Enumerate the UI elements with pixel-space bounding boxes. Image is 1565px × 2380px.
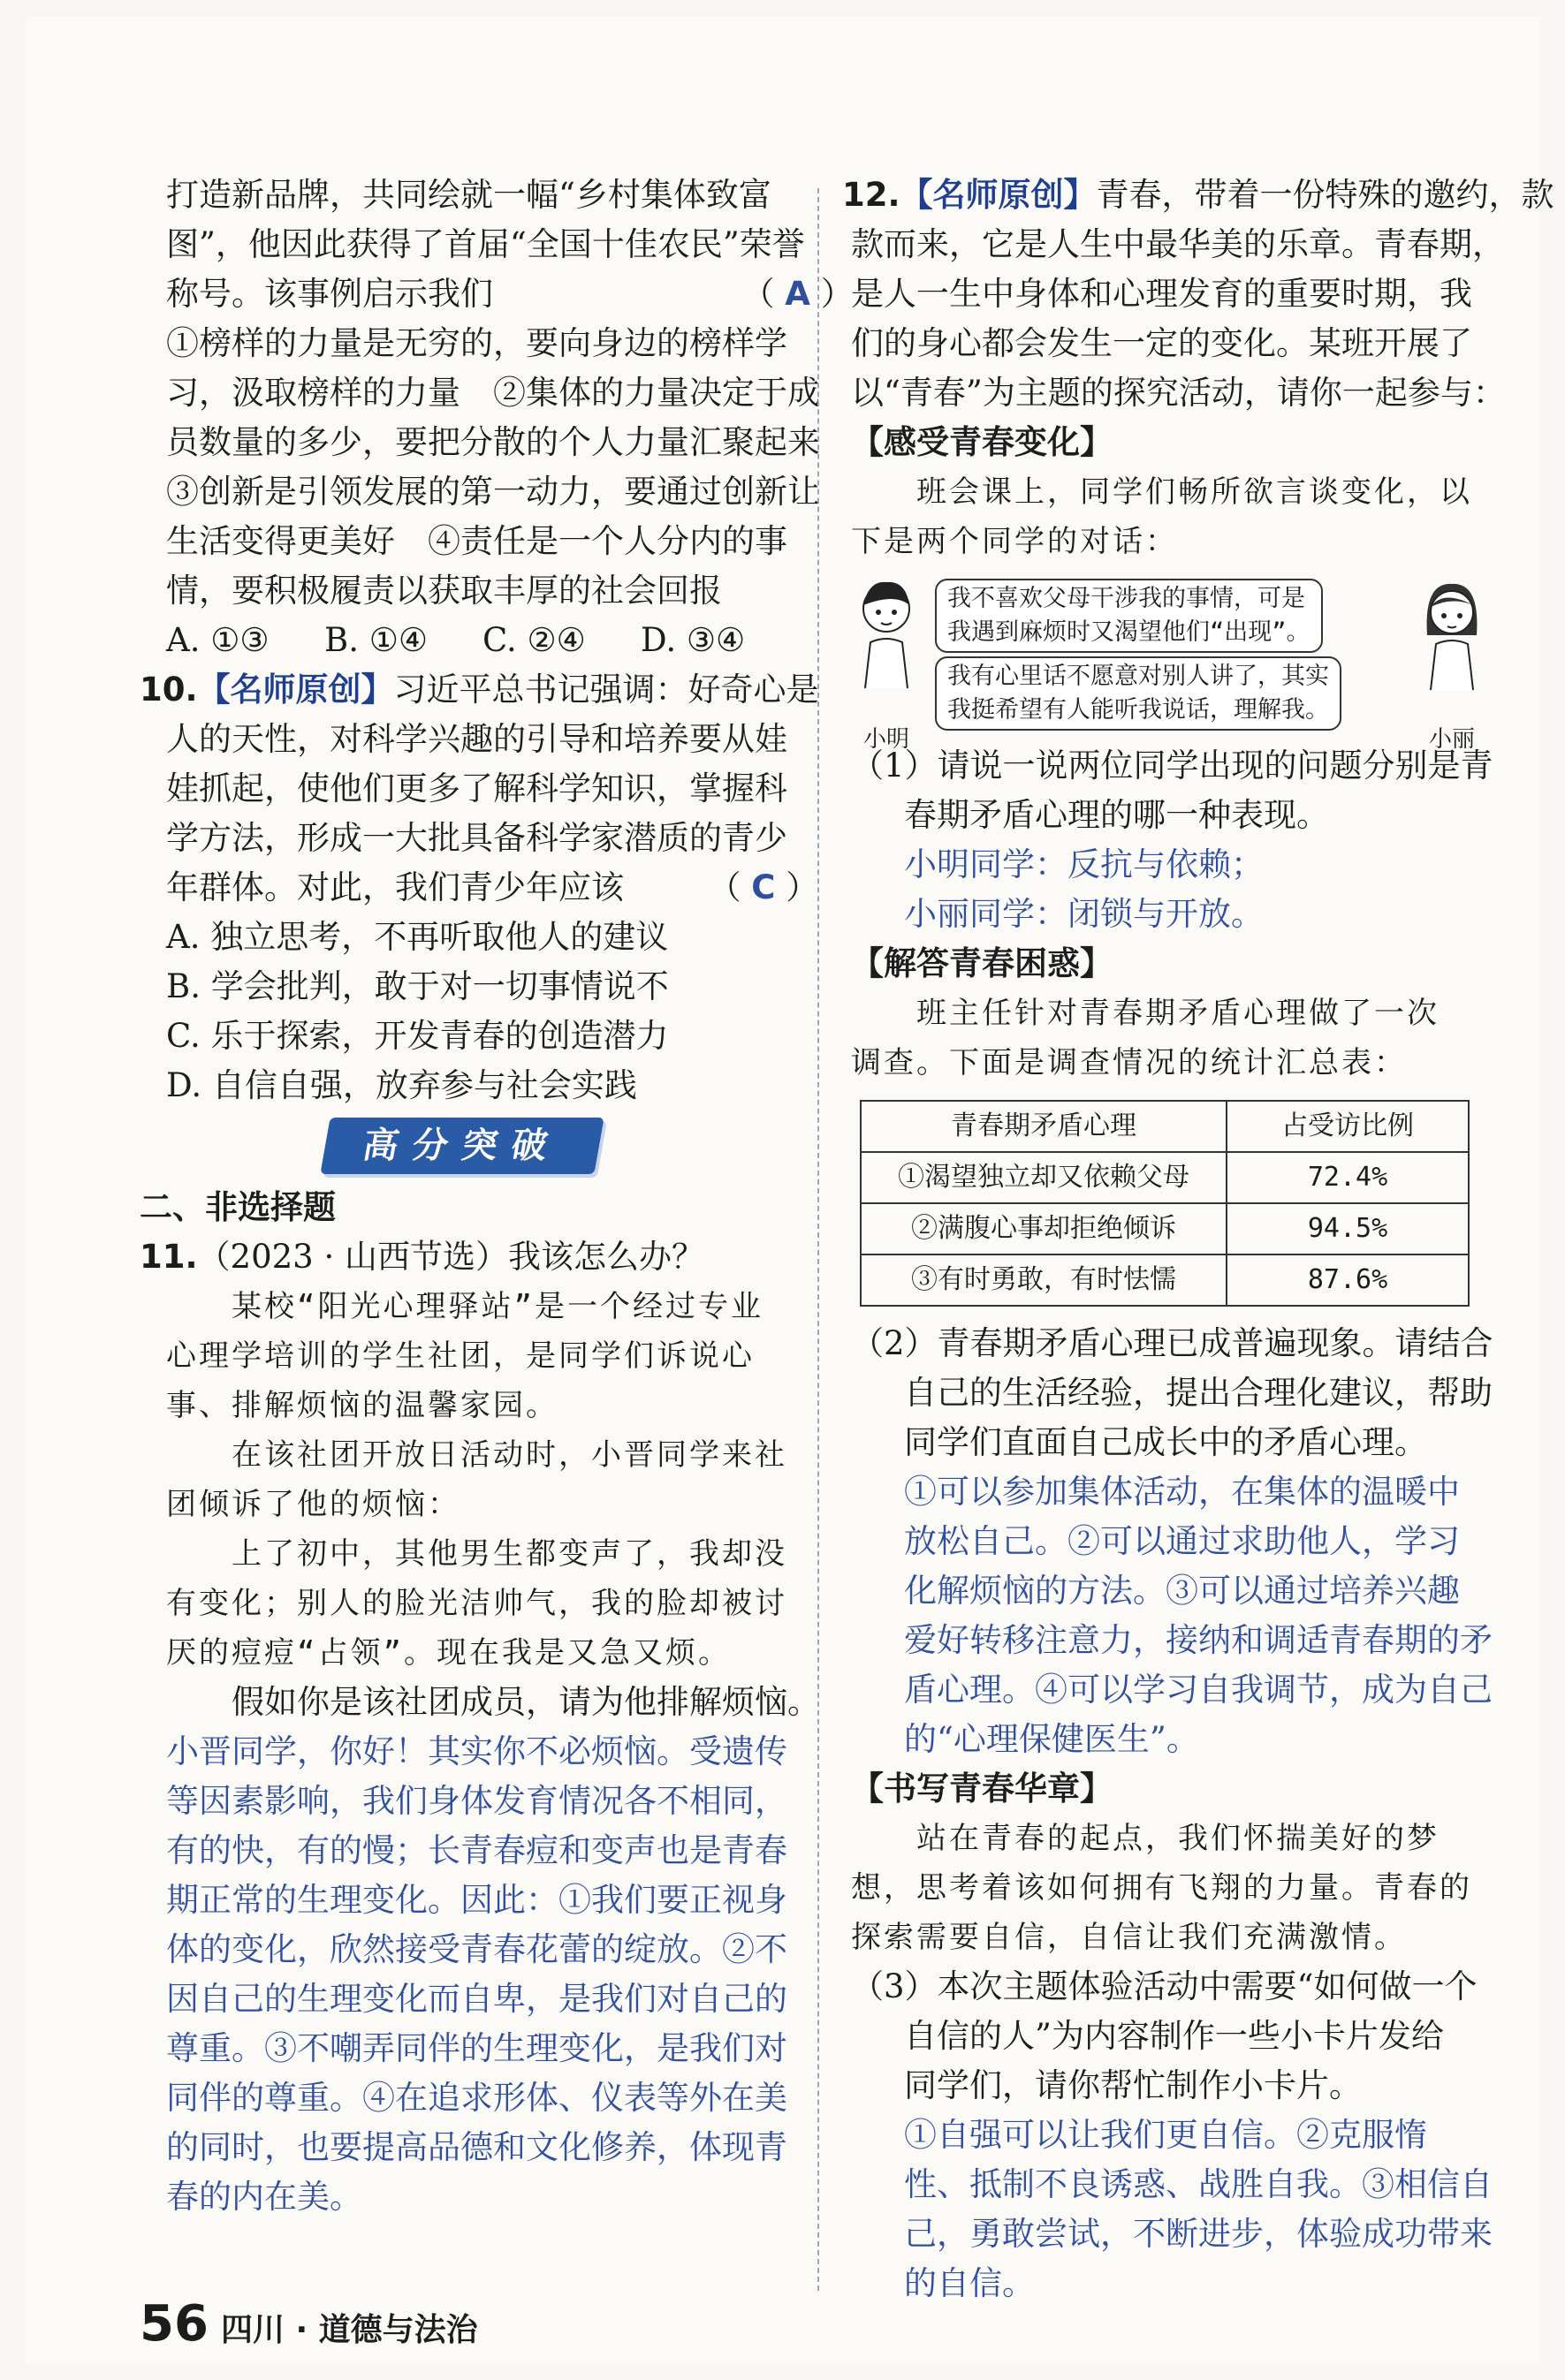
q10-tag: 【名师原创】 [197, 671, 394, 709]
q11-number: 11. [140, 1238, 198, 1276]
part3-answer [851, 2111, 1496, 2308]
q12-line: 以“青春”为主题的探究活动，请你一起参与： [851, 374, 1506, 412]
q9-option-c: C. ②④ [482, 621, 586, 659]
speech-bubble-xiaoli [935, 656, 1341, 731]
q10-first-line [140, 665, 819, 715]
part1-intro-line: 下是两个同学的对话： [851, 524, 1178, 559]
q10-line: 学方法，形成一大批具备科学家潜质的青少 [166, 819, 787, 857]
girl-icon [1417, 573, 1487, 697]
q12-line: 们的身心都会发生一定的变化。某班开展了 [851, 324, 1472, 362]
left-column [140, 171, 854, 2222]
part3-question: （3）本次主题体验活动中需要“如何做一个 [851, 1967, 1478, 2005]
q10-option-d: D. 自信自强，放弃参与社会实践 [166, 1066, 637, 1104]
q12-line: 款而来，它是人生中最华美的乐章。青春期， [851, 225, 1505, 263]
table-row [861, 1152, 1469, 1203]
right-column [842, 171, 1554, 2308]
q11-answer-line: 等因素影响，我们身体发育情况各不相同， [166, 1782, 787, 1820]
part1-intro [851, 467, 1496, 566]
girl-name: 小丽 [1428, 726, 1475, 753]
part2-answer-line: 爱好转移注意力，接纳和调适青春期的矛 [904, 1621, 1493, 1659]
question-9 [166, 171, 854, 665]
q9-answer-bracket: （ A ） [741, 275, 854, 313]
q11-answer-line: 体的变化，欣然接受青春花蕾的绽放。②不 [166, 1930, 787, 1968]
part3-intro-line: 探索需要自信，自信让我们充满激情。 [851, 1920, 1407, 1955]
table-cell: 87.6% [1227, 1254, 1469, 1306]
q10-option-c: C. 乐于探索，开发青春的创造潜力 [166, 1017, 669, 1055]
table-row [861, 1203, 1469, 1254]
survey-table [860, 1100, 1470, 1307]
q11-answer-line: 尊重。③不嘲弄同伴的生理变化，是我们对 [166, 2029, 787, 2067]
high-score-banner: 高分突破 [320, 1118, 604, 1174]
q10-answer: C [751, 868, 776, 906]
table-cell: 72.4% [1227, 1152, 1469, 1203]
part3-question: 自信的人”为内容制作一些小卡片发给 [904, 2017, 1444, 2055]
part3-intro-line: 想，思考着该如何拥有飞翔的力量。青春的 [851, 1870, 1472, 1906]
q12-first-line [842, 171, 1554, 220]
dialogue-illustration [851, 573, 1496, 753]
part2-intro-line: 调查。下面是调查情况的统计汇总表： [851, 1045, 1407, 1080]
table-cell: 94.5% [1227, 1203, 1469, 1254]
q11-material-line: 上了初中，其他男生都变声了，我却没 [166, 1536, 787, 1572]
section-heading: 二、非选择题 [140, 1188, 336, 1226]
q9-options [166, 616, 799, 665]
part3-answer-line: 己，勇敢尝试，不断进步，体验成功带来 [904, 2215, 1493, 2253]
part2-answer-line: 化解烦恼的方法。③可以通过培养兴趣 [904, 1572, 1460, 1610]
part2-title: 【解答青春困惑】 [851, 944, 1113, 982]
q10-number: 10. [140, 671, 198, 709]
q12-number: 12. [842, 176, 900, 214]
q9-statement: 员数量的多少，要把分散的个人力量汇聚起来 [166, 423, 820, 461]
q11-first-line [140, 1232, 799, 1282]
q11-answer-line: 有的快，有的慢；长青春痘和变声也是青春 [166, 1831, 787, 1869]
part3-answer-line: 性、抵制不良诱惑、战胜自我。③相信自 [904, 2165, 1493, 2203]
q11-answer-line: 春的内在美。 [166, 2178, 362, 2216]
q9-line: 图”，他因此获得了首届“全国十佳农民”荣誉 [166, 225, 805, 263]
q11-material-line: 在该社团开放日活动时，小晋同学来社 [166, 1437, 787, 1473]
bubble2-line: 我挺希望有人能听我说话，理解我。 [947, 696, 1329, 724]
q11-answer-line: 的同时，也要提高品德和文化修养，体现青 [166, 2128, 787, 2166]
part2-question: 同学们直面自己成长中的矛盾心理。 [904, 1423, 1427, 1461]
q10-first: 习近平总书记强调：好奇心是 [393, 671, 819, 709]
part3-answer-line: 的自信。 [904, 2264, 1035, 2302]
q11-prompt: 假如你是该社团成员，请为他排解烦恼。 [166, 1683, 820, 1721]
part2-question: 自己的生活经验，提出合理化建议，帮助 [904, 1374, 1493, 1412]
page-footer [140, 2295, 478, 2353]
part3-question: 同学们，请你帮忙制作小卡片。 [904, 2066, 1362, 2104]
table-header-row [861, 1101, 1469, 1152]
part2-answer [851, 1467, 1496, 1764]
part2-question: （2）青春期矛盾心理已成普遍现象。请结合 [851, 1324, 1493, 1362]
q12-first: 青春，带着一份特殊的邀约，款 [1096, 176, 1554, 214]
part3-title: 【书写青春华章】 [851, 1770, 1113, 1808]
q9-option-d: D. ③④ [641, 621, 746, 659]
worksheet-page [25, 16, 1554, 2364]
part1-intro-line: 班会课上，同学们畅所欲言谈变化，以 [851, 474, 1472, 510]
q10-line: 人的天性，对科学兴趣的引导和培养要从娃 [166, 720, 787, 758]
part2-answer-line: 盾心理。④可以学习自我调节，成为自己 [904, 1671, 1493, 1709]
table-cell: ①渴望独立却又依赖父母 [861, 1152, 1227, 1203]
boy-icon [851, 573, 922, 697]
bubble1-line: 我不喜欢父母干涉我的事情，可是 [947, 585, 1305, 612]
q11-material-line: 厌的痘痘“占领”。现在我是又急又烦。 [166, 1635, 731, 1671]
q9-option-b: B. ①④ [324, 621, 429, 659]
q9-line [166, 269, 854, 319]
q10-last-line [166, 863, 819, 913]
q11-answer [166, 1727, 799, 2222]
bubble2-line: 我有心里话不愿意对别人讲了，其实 [947, 663, 1329, 690]
q11-material-line: 团倾诉了他的烦恼： [166, 1487, 460, 1522]
table-header: 青春期矛盾心理 [861, 1101, 1227, 1152]
q12-line: 是人一生中身体和心理发育的重要时期，我 [851, 275, 1472, 313]
q11-source: （2023 · 山西节选）我该怎么办？ [197, 1238, 704, 1276]
q11-answer-line: 同伴的尊重。④在追求形体、仪表等外在美 [166, 2079, 787, 2117]
part2-answer-line: ①可以参加集体活动，在集体的温暖中 [904, 1473, 1460, 1511]
girl-figure [1417, 573, 1487, 764]
part3-intro [851, 1814, 1496, 1962]
q9-statement: ①榜样的力量是无穷的，要向身边的榜样学 [166, 324, 787, 362]
part2-intro [851, 989, 1496, 1088]
footer-title: 四川 · 道德与法治 [220, 2312, 478, 2348]
q9-statement: 生活变得更美好 ④责任是一个人分内的事 [166, 522, 787, 560]
question-11 [140, 1232, 820, 2222]
question-10 [140, 665, 819, 1110]
q9-stem-end: 称号。该事例启示我们 [166, 275, 493, 313]
q11-material-line: 事、排解烦恼的温馨家园。 [166, 1388, 558, 1423]
table-row [861, 1254, 1469, 1306]
q10-option-a: A. 独立思考，不再听取他人的建议 [166, 918, 669, 956]
q10-line: 娃抓起，使他们更多了解科学知识，掌握科 [166, 769, 787, 807]
q11-material-line: 有变化；别人的脸光洁帅气，我的脸却被讨 [166, 1586, 787, 1621]
q9-statement: ③创新是引领发展的第一动力，要通过创新让 [166, 473, 820, 511]
q11-material [166, 1282, 799, 1678]
q11-material-line: 心理学培训的学生社团，是同学们诉说心 [166, 1338, 755, 1374]
q9-statement: 习，汲取榜样的力量 ②集体的力量决定于成 [166, 374, 820, 412]
page-number: 56 [140, 2295, 209, 2353]
question-12 [842, 171, 1554, 418]
speech-bubble-xiaoming [935, 579, 1323, 653]
table-cell: ③有时勇敢，有时怯懦 [861, 1254, 1227, 1306]
q9-answer: A [785, 275, 810, 313]
part1-question: （1）请说一说两位同学出现的问题分别是青 [851, 747, 1493, 784]
table-cell: ②满腹心事却拒绝倾诉 [861, 1203, 1227, 1254]
part1-title: 【感受青春变化】 [851, 423, 1113, 461]
q12-tag: 【名师原创】 [900, 176, 1097, 214]
part2-answer-line: 的“心理保健医生”。 [904, 1720, 1199, 1758]
part3-answer-line: ①自强可以让我们更自信。②克服惰 [904, 2116, 1427, 2154]
q10-option-b: B. 学会批判，敢于对一切事情说不 [166, 967, 669, 1005]
part3-intro-line: 站在青春的起点，我们怀揣美好的梦 [851, 1821, 1440, 1856]
boy-figure [851, 573, 922, 764]
part2-answer-line: 放松自己。②可以通过求助他人，学习 [904, 1522, 1460, 1560]
part1-answer: 小丽同学：闭锁与开放。 [904, 895, 1264, 933]
q11-answer-line: 期正常的生理变化。因此：①我们要正视身 [166, 1881, 787, 1919]
q9-option-a: A. ①③ [166, 621, 270, 659]
part1-answer: 小明同学：反抗与依赖； [904, 845, 1264, 883]
q11-answer-line: 因自己的生理变化而自卑，是我们对自己的 [166, 1980, 787, 2018]
boy-name: 小明 [862, 726, 909, 753]
q11-answer-line: 小晋同学，你好！其实你不必烦恼。受遗传 [166, 1732, 787, 1770]
table-header: 占受访比例 [1227, 1101, 1469, 1152]
q9-line: 打造新品牌，共同绘就一幅“乡村集体致富 [166, 176, 771, 214]
q9-statement: 情，要积极履责以获取丰厚的社会回报 [166, 572, 722, 610]
bubble1-line: 我遇到麻烦时又渴望他们“出现”。 [947, 618, 1310, 646]
q10-answer-bracket: （ C ） [708, 868, 819, 906]
column-divider [817, 188, 819, 2291]
q10-last: 年群体。对此，我们青少年应该 [166, 868, 624, 906]
part2-intro-line: 班主任针对青春期矛盾心理做了一次 [851, 996, 1440, 1031]
part1-question: 春期矛盾心理的哪一种表现。 [904, 796, 1329, 834]
q11-material-line: 某校“阳光心理驿站”是一个经过专业 [166, 1289, 764, 1324]
